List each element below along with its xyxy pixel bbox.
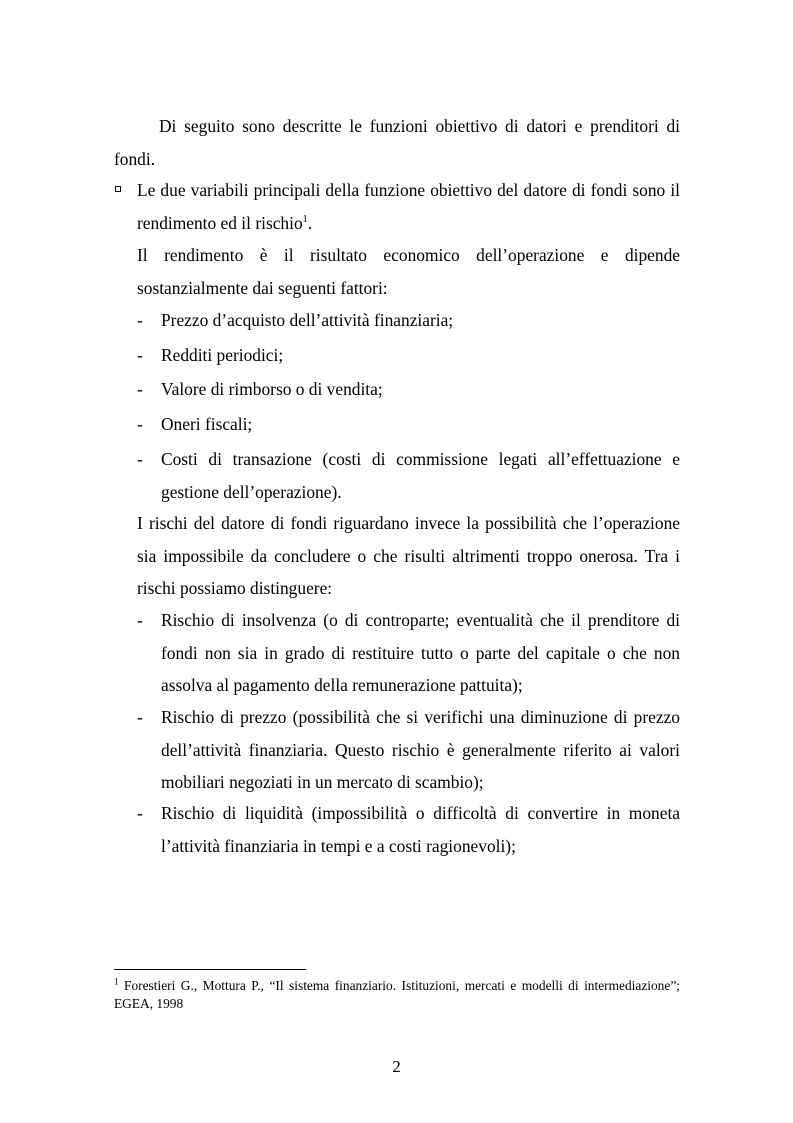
bullet-text: Le due variabili principali della funzione obiettivo del datore di fondi sono il rendimento ed il rischio <box>137 180 680 233</box>
footnote-mark: 1 <box>114 976 119 987</box>
list-item-rischio: Rischio di prezzo (possibilità che si verifichi una diminuzione di prezzo dell’attività finanziaria. Questo rischio è generalmente riferito ai valori mobiliari negoziati in un mercato di scambio); <box>161 707 680 793</box>
dash-marker: - <box>137 449 143 469</box>
footnote-reference[interactable]: 1 <box>302 213 308 225</box>
bullet-text-end: . <box>307 212 313 233</box>
dash-marker: - <box>137 414 143 434</box>
list-item-fattore: Valore di rimborso o di vendita; <box>161 379 383 399</box>
footnote-text: Forestieri G., Mottura P., “Il sistema finanziario. Istituzioni, mercati e modelli di intermediazione”; EGEA, 1998 <box>114 978 680 1011</box>
bullet-paragraph-variabili <box>137 174 680 239</box>
list-item-rischio: Rischio di insolvenza (o di controparte; eventualità che il prenditore di fondi non sia in grado di restituire tutto o parte del capitale o che non assolva al pagamento della remunerazione pattuita); <box>161 610 680 696</box>
rischi-paragraph: I rischi del datore di fondi riguardano invece la possibilità che l’operazione sia impossibile da concludere o che risulti altrimenti troppo onerosa. Tra i rischi possiamo distinguere: <box>137 513 680 599</box>
page-number: 2 <box>392 1057 401 1076</box>
list-item-rischio: Rischio di liquidità (impossibilità o difficoltà di convertire in moneta l’attività finanziaria in tempi e a costi ragionevoli); <box>161 803 680 856</box>
footnote-separator <box>114 969 306 970</box>
list-item-fattore: Redditi periodici; <box>161 345 284 365</box>
dash-marker: - <box>137 379 143 399</box>
dash-marker: - <box>137 345 143 365</box>
dash-marker: - <box>137 610 143 630</box>
list-item-fattore: Costi di transazione (costi di commissione legati all’effettuazione e gestione dell’operazione). <box>161 449 680 502</box>
square-bullet-icon <box>115 186 121 192</box>
dash-marker: - <box>137 803 143 823</box>
dash-marker: - <box>137 707 143 727</box>
footnote <box>114 977 680 1013</box>
intro-paragraph: Di seguito sono descritte le funzioni obiettivo di datori e prenditori di fondi. <box>114 116 680 169</box>
dash-marker: - <box>137 310 143 330</box>
list-item-fattore: Prezzo d’acquisto dell’attività finanziaria; <box>161 310 454 330</box>
list-item-fattore: Oneri fiscali; <box>161 414 253 434</box>
rendimento-paragraph: Il rendimento è il risultato economico dell’operazione e dipende sostanzialmente dai seguenti fattori: <box>137 245 680 298</box>
